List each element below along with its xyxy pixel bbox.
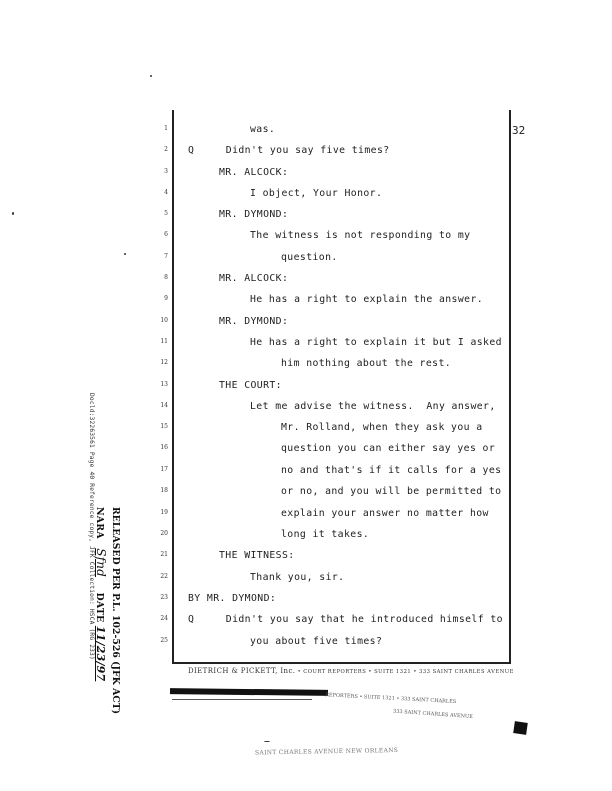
transcript-line: Q Didn't you say that he introduced himself to [188,614,503,625]
speaker-label: THE WITNESS: [219,550,295,561]
line-number: 17 [160,466,168,473]
line-number: 12 [160,359,168,366]
bleed-through-text: 333 SAINT CHARLES AVENUE [392,708,473,721]
line-number: 16 [160,444,168,451]
line-number: 1 [164,125,168,132]
line-number: 15 [160,423,168,430]
release-signature: Sfnd [94,548,108,578]
margin-rule-bottom [172,662,511,664]
scan-speck [124,253,126,255]
line-number: 11 [160,338,168,345]
line-number: 13 [160,381,168,388]
line-number: 6 [164,231,168,238]
transcript-line: The witness is not responding to my [250,230,471,241]
line-number: 8 [164,274,168,281]
transcript-line: He has a right to explain it but I asked [250,337,502,348]
scan-artifact-corner [513,721,528,735]
speaker-label: MR. DYMOND: [219,209,289,220]
transcript-line: explain your answer no matter how [281,508,489,519]
line-number: 3 [164,168,168,175]
speaker-label: MR. DYMOND: [219,316,289,327]
release-stamp [94,507,121,714]
transcript-line: Q Didn't you say five times? [188,145,390,156]
reporter-footer [188,667,514,675]
transcript-line: Let me advise the witness. Any answer, [250,401,496,412]
release-date-value: 11/23/97 [94,625,107,682]
bleed-through-text: SAINT CHARLES AVENUE NEW ORLEANS [254,746,399,757]
line-number: 23 [160,594,168,601]
transcript-line: Mr. Rolland, when they ask you a [281,422,483,433]
speaker-label: MR. ALCOCK: [219,273,289,284]
scan-artifact-line [172,699,312,700]
speaker-label: THE COURT: [219,380,282,391]
line-number: 7 [164,253,168,260]
transcript-line: you about five times? [250,636,383,647]
line-number: 20 [160,530,168,537]
margin-rule-left [172,110,174,663]
speaker-label: MR. ALCOCK: [219,167,289,178]
transcript-line: question you can either say yes or [281,443,496,454]
transcript-line: I object, Your Honor. [250,188,383,199]
line-number: 5 [164,210,168,217]
margin-rule-right [509,110,511,663]
transcript-line: long it takes. [281,529,370,540]
transcript-line: He has a right to explain the answer. [250,294,484,305]
release-stamp-signature-line [94,507,108,714]
release-date-label: DATE [94,592,105,623]
reporter-address: • COURT REPORTERS • SUITE 1321 • 333 SAINT CHARLES AVENUE [297,669,514,675]
transcript-line: or no, and you will be permitted to [281,486,502,497]
scan-artifact-bar [170,688,328,696]
nara-label: NARA [94,507,105,539]
transcript-line: no and that's if it calls for a yes [281,465,502,476]
line-number: 18 [160,487,168,494]
reference-copy-note: Docld:32263561 Page 40 Reference copy, JFK Collection: HSCA (RG 233) [88,393,95,660]
line-number: 19 [160,509,168,516]
line-number: 21 [160,551,168,558]
transcript-line: Thank you, sir. [250,572,345,583]
line-number: 14 [160,402,168,409]
examination-header: BY MR. DYMOND: [188,593,277,604]
transcript-line: question. [281,252,338,263]
transcript-line: him nothing about the rest. [281,358,452,369]
line-number: 22 [160,573,168,580]
reporter-firm-name: DIETRICH & PICKETT, Inc. [188,667,296,675]
scan-speck [150,75,152,77]
line-number: 9 [164,295,168,302]
line-number: 25 [160,637,168,644]
page-number: 32 [512,124,526,137]
line-number: 24 [160,615,168,622]
line-number: 10 [160,317,168,324]
scan-speck [12,212,14,215]
bleed-through-text: REPORTERS • SUITE 1321 • 333 SAINT CHARLES [324,692,457,706]
scan-speck [264,741,270,742]
release-stamp-line: RELEASED PER P.L. 102-526 (JFK ACT) [110,507,121,715]
line-number: 2 [164,146,168,153]
transcript-line: was. [250,124,276,135]
line-number: 4 [164,189,168,196]
